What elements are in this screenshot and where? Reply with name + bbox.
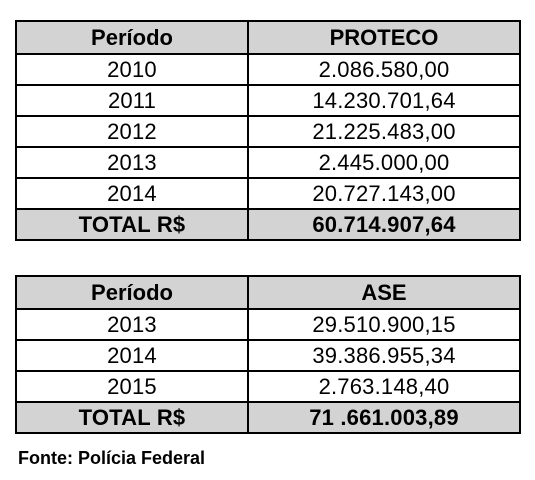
table-row: [16, 371, 520, 402]
value-cell: 14.230.701,64: [248, 85, 520, 116]
table-row: [16, 85, 520, 116]
total-row: [16, 402, 520, 433]
period-cell: 2012: [16, 116, 248, 147]
table-row: [16, 309, 520, 340]
total-value: 60.714.907,64: [248, 209, 520, 240]
table-row: [16, 147, 520, 178]
period-cell: 2013: [16, 147, 248, 178]
value-cell: 20.727.143,00: [248, 178, 520, 209]
table-row: [16, 178, 520, 209]
ase-table: [15, 275, 521, 434]
period-cell: 2013: [16, 309, 248, 340]
table-header-row: [16, 276, 520, 309]
value-cell: 2.763.148,40: [248, 371, 520, 402]
total-row: [16, 209, 520, 240]
column-header-period: Período: [16, 21, 248, 54]
table-row: [16, 54, 520, 85]
period-cell: 2010: [16, 54, 248, 85]
period-cell: 2014: [16, 340, 248, 371]
table-header-row: [16, 21, 520, 54]
column-header-proteco: PROTECO: [248, 21, 520, 54]
period-cell: 2011: [16, 85, 248, 116]
value-cell: 2.445.000,00: [248, 147, 520, 178]
source-caption: Fonte: Polícia Federal: [18, 448, 206, 468]
table-row: [16, 340, 520, 371]
value-cell: 39.386.955,34: [248, 340, 520, 371]
period-cell: 2015: [16, 371, 248, 402]
value-cell: 2.086.580,00: [248, 54, 520, 85]
value-cell: 29.510.900,15: [248, 309, 520, 340]
total-label: TOTAL R$: [16, 209, 248, 240]
column-header-period: Período: [16, 276, 248, 309]
total-value: 71 .661.003,89: [248, 402, 520, 433]
total-label: TOTAL R$: [16, 402, 248, 433]
column-header-ase: ASE: [248, 276, 520, 309]
proteco-table: [15, 20, 521, 241]
value-cell: 21.225.483,00: [248, 116, 520, 147]
period-cell: 2014: [16, 178, 248, 209]
table-row: [16, 116, 520, 147]
